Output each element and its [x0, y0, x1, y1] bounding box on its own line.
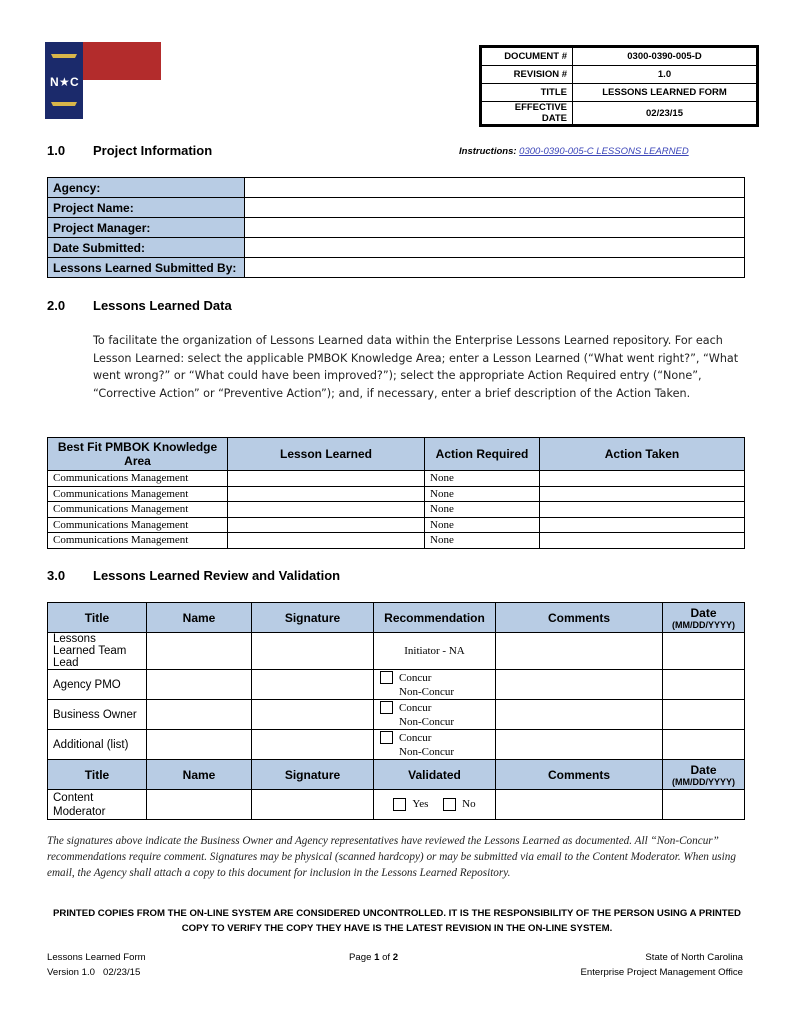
- action-required-cell[interactable]: None: [425, 517, 540, 533]
- project-name-label: Project Name:: [48, 198, 245, 218]
- concur-label: Concur: [399, 671, 432, 684]
- footer-form-name: Lessons Learned Form: [47, 952, 146, 963]
- section2-number: 2.0: [47, 298, 66, 313]
- col-date-label-2: Date: [690, 762, 717, 777]
- col-date-format: (MM/DD/YYYY): [672, 619, 735, 630]
- table-row: [48, 471, 745, 487]
- col-action-taken: Action Taken: [540, 438, 745, 471]
- footer-page-number: [349, 950, 398, 965]
- col-date-label: Date: [690, 605, 717, 620]
- col-action-required: Action Required: [425, 438, 540, 471]
- table-row: [48, 633, 745, 670]
- footer-state: State of North Carolina: [645, 952, 743, 963]
- project-info-table: [47, 177, 745, 278]
- instructions-link[interactable]: 0300-0390-005-C LESSONS LEARNED: [519, 146, 689, 157]
- yes-checkbox[interactable]: [393, 798, 406, 811]
- lesson-cell[interactable]: [228, 471, 425, 487]
- footer-office: Enterprise Project Management Office: [580, 967, 743, 978]
- table-row: [48, 730, 745, 760]
- comments-cell[interactable]: [496, 790, 663, 820]
- col-date-format-2: (MM/DD/YYYY): [672, 776, 735, 787]
- review-validation-table: [47, 602, 745, 820]
- col-name-2: Name: [147, 760, 252, 790]
- col-lesson-learned: Lesson Learned: [228, 438, 425, 471]
- section1-title: Project Information: [93, 143, 213, 158]
- no-label: No: [462, 798, 476, 811]
- svg-text:N: N: [50, 75, 59, 89]
- instructions-label: Instructions:: [459, 146, 517, 157]
- printed-notice-line1: PRINTED COPIES FROM THE ON-LINE SYSTEM ARE CONSIDERED UNCONTROLLED. IT IS THE RESPONSIBILITY OF THE PERSON USING A PRINTED: [53, 908, 741, 919]
- action-required-cell[interactable]: None: [425, 533, 540, 549]
- reviewer-name-cell[interactable]: [147, 730, 252, 760]
- recommendation-cell: [374, 700, 496, 730]
- nc-flag-logo: [45, 42, 161, 119]
- lesson-cell[interactable]: [228, 533, 425, 549]
- footer-version: Version 1.0 02/23/15: [47, 967, 141, 978]
- document-number-label: DOCUMENT #: [482, 48, 573, 66]
- col-title: Title: [48, 603, 147, 633]
- reviewer-title: Business Owner: [48, 700, 147, 730]
- date-cell[interactable]: [663, 700, 745, 730]
- table-row: [48, 790, 745, 820]
- moderator-signature-cell[interactable]: [252, 790, 374, 820]
- action-taken-cell[interactable]: [540, 517, 745, 533]
- project-name-field[interactable]: [245, 198, 745, 218]
- action-taken-cell[interactable]: [540, 533, 745, 549]
- page-prefix: Page: [349, 952, 375, 963]
- col-date: [663, 603, 745, 633]
- instructions: [459, 146, 689, 157]
- agency-field[interactable]: [245, 178, 745, 198]
- effective-date-value: 02/23/15: [573, 102, 757, 125]
- date-submitted-label: Date Submitted:: [48, 238, 245, 258]
- col-title-2: Title: [48, 760, 147, 790]
- signature-note: The signatures above indicate the Business Owner and Agency representatives have reviewed the Lessons Learned as documented. All “Non-Concur” recommendations require comment. Signatures may be physical (scanned hardcopy) or may be submitted via email to the Content Moderator. When using email, the Agency shall attach a copy to this document for inclusion in the Lessons Learned Repository.: [47, 835, 736, 879]
- lesson-cell[interactable]: [228, 486, 425, 502]
- submitted-by-field[interactable]: [245, 258, 745, 278]
- section3-number: 3.0: [47, 568, 66, 583]
- svg-text:★: ★: [59, 75, 70, 89]
- comments-cell[interactable]: [496, 730, 663, 760]
- knowledge-area-cell[interactable]: Communications Management: [48, 471, 228, 487]
- concur-checkbox[interactable]: [380, 671, 393, 684]
- svg-text:C: C: [70, 75, 79, 89]
- action-taken-cell[interactable]: [540, 486, 745, 502]
- reviewer-signature-cell[interactable]: [252, 700, 374, 730]
- date-cell[interactable]: [663, 670, 745, 700]
- title-label: TITLE: [482, 84, 573, 102]
- no-checkbox[interactable]: [443, 798, 456, 811]
- moderator-title: Content Moderator: [48, 790, 147, 820]
- concur-checkbox[interactable]: [380, 701, 393, 714]
- project-manager-label: Project Manager:: [48, 218, 245, 238]
- printed-notice-line2: COPY TO VERIFY THE COPY THEY HAVE IS THE LATEST REVISION IN THE ON-LINE SYSTEM.: [181, 923, 613, 934]
- col-recommendation: Recommendation: [374, 603, 496, 633]
- validated-cell: [374, 790, 496, 820]
- footer-left: [47, 950, 146, 980]
- nonconcur-label: Non-Concur: [399, 745, 454, 758]
- comments-cell[interactable]: [496, 633, 663, 670]
- concur-checkbox[interactable]: [380, 731, 393, 744]
- section1-number: 1.0: [47, 143, 66, 158]
- reviewer-name-cell[interactable]: [147, 633, 252, 670]
- section3-title: Lessons Learned Review and Validation: [93, 568, 341, 583]
- reviewer-name-cell[interactable]: [147, 700, 252, 730]
- knowledge-area-cell[interactable]: Communications Management: [48, 517, 228, 533]
- section2-paragraph: To facilitate the organization of Lessons Learned data within the Enterprise Lessons Learned repository. For each Lesson Learned: select the applicable PMBOK Knowledge Area; enter a Lesson Learned (“What went right?”, “What went wrong?” or “What could have been improved?”); select the appropriate Action Required entry (“None”, “Corrective Action” or “Preventive Action”); and, if necessary, enter a brief description of the Action Taken.: [93, 334, 739, 400]
- recommendation-cell: [374, 670, 496, 700]
- table-row: [48, 670, 745, 700]
- knowledge-area-cell[interactable]: Communications Management: [48, 502, 228, 518]
- printed-copies-notice: [47, 906, 747, 936]
- action-required-cell[interactable]: None: [425, 471, 540, 487]
- action-required-cell[interactable]: None: [425, 486, 540, 502]
- document-info-table: [481, 47, 757, 125]
- table-row: [48, 486, 745, 502]
- concur-label: Concur: [399, 701, 432, 714]
- moderator-name-cell[interactable]: [147, 790, 252, 820]
- lessons-learned-table: [47, 437, 745, 549]
- project-manager-field[interactable]: [245, 218, 745, 238]
- table-row: [48, 502, 745, 518]
- reviewer-signature-cell[interactable]: [252, 730, 374, 760]
- table-row: [48, 700, 745, 730]
- document-number-value: 0300-0390-005-D: [573, 48, 757, 66]
- yes-label: Yes: [412, 798, 429, 811]
- comments-cell[interactable]: [496, 670, 663, 700]
- reviewer-title: Lessons Learned Team Lead: [48, 633, 147, 670]
- col-date-2: [663, 760, 745, 790]
- table-row: [48, 517, 745, 533]
- agency-label: Agency:: [48, 178, 245, 198]
- reviewer-signature-cell[interactable]: [252, 670, 374, 700]
- lesson-cell[interactable]: [228, 502, 425, 518]
- action-taken-cell[interactable]: [540, 471, 745, 487]
- action-required-cell[interactable]: None: [425, 502, 540, 518]
- concur-label: Concur: [399, 731, 432, 744]
- table-row: [48, 533, 745, 549]
- submitted-by-label: Lessons Learned Submitted By:: [48, 258, 245, 278]
- col-comments-2: Comments: [496, 760, 663, 790]
- footer-right: [581, 950, 743, 980]
- section2-title: Lessons Learned Data: [93, 298, 232, 313]
- recommendation-cell: [374, 730, 496, 760]
- effective-date-label: EFFECTIVE DATE: [482, 102, 573, 125]
- date-cell[interactable]: [663, 633, 745, 670]
- col-signature: Signature: [252, 603, 374, 633]
- col-name: Name: [147, 603, 252, 633]
- nonconcur-label: Non-Concur: [399, 715, 454, 728]
- page-middle: of: [379, 952, 393, 963]
- page-current: 1: [374, 952, 380, 963]
- date-submitted-field[interactable]: [245, 238, 745, 258]
- page-total: 2: [392, 952, 399, 963]
- col-comments: Comments: [496, 603, 663, 633]
- reviewer-signature-cell[interactable]: [252, 633, 374, 670]
- action-taken-cell[interactable]: [540, 502, 745, 518]
- reviewer-title: Additional (list): [48, 730, 147, 760]
- title-value: LESSONS LEARNED FORM: [573, 84, 757, 102]
- reviewer-title: Agency PMO: [48, 670, 147, 700]
- nonconcur-label: Non-Concur: [399, 685, 454, 698]
- reviewer-name-cell[interactable]: [147, 670, 252, 700]
- lesson-cell[interactable]: [228, 517, 425, 533]
- comments-cell[interactable]: [496, 700, 663, 730]
- col-validated: Validated: [374, 760, 496, 790]
- date-cell[interactable]: [663, 790, 745, 820]
- col-knowledge-area: Best Fit PMBOK Knowledge Area: [48, 438, 228, 471]
- revision-label: REVISION #: [482, 66, 573, 84]
- revision-value: 1.0: [573, 66, 757, 84]
- col-signature-2: Signature: [252, 760, 374, 790]
- knowledge-area-cell[interactable]: Communications Management: [48, 533, 228, 549]
- recommendation-text: Initiator - NA: [374, 633, 496, 670]
- date-cell[interactable]: [663, 730, 745, 760]
- knowledge-area-cell[interactable]: Communications Management: [48, 486, 228, 502]
